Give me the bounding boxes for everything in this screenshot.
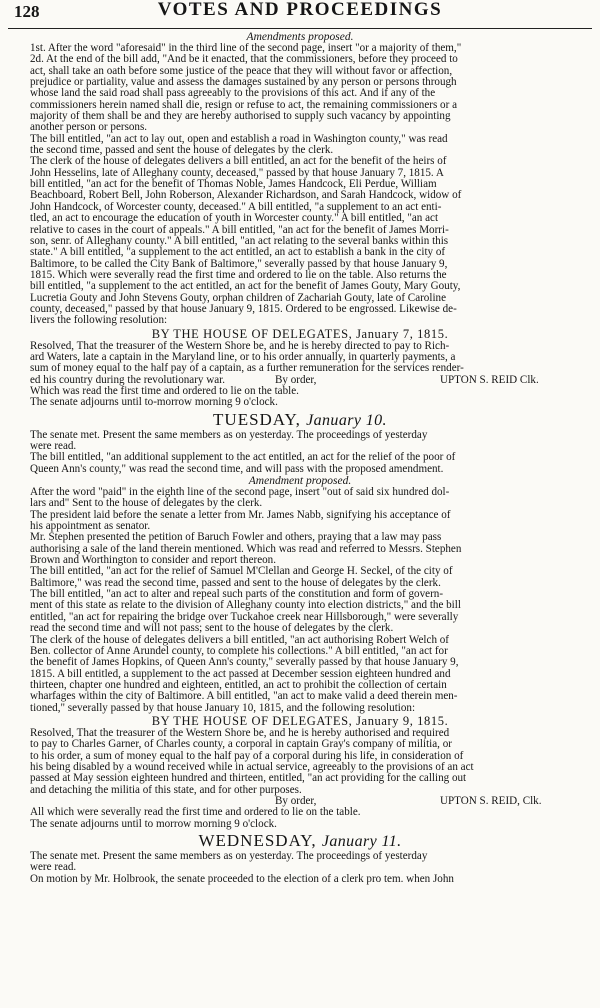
text-line: 1st. After the word "aforesaid" in the third line of the second page, insert "or a majority of them," bbox=[30, 43, 462, 54]
text-line: Baltimore," was read the second time, passed and sent to the house of delegates by the clerk. bbox=[30, 577, 441, 589]
text-block-8 bbox=[30, 851, 600, 885]
text-column bbox=[0, 31, 600, 885]
text-line: the second time, passed and sent the house of delegates by the clerk. bbox=[30, 145, 334, 157]
text-line: entitled, "an act for repairing the bridge over Tuckahoe creek near Hillsborough," were severally bbox=[30, 611, 459, 623]
text-line: act, shall take an oath before some justice of the peace that they will without favor or affection, bbox=[30, 65, 453, 77]
text-line: wharfages within the city of Baltimore. A bill entitled, "an act to make valid a deed therein men- bbox=[30, 691, 458, 703]
text-line: Brown and Worthington to consider and report thereon. bbox=[30, 555, 276, 567]
amendments-heading: Amendments proposed. bbox=[246, 31, 354, 43]
text-line: livers the following resolution: bbox=[30, 315, 168, 327]
text-block-6 bbox=[30, 728, 600, 796]
text-line: prejudice or partiality, value and assess the damages sustained by any person or persons through bbox=[30, 77, 457, 89]
text-line: commissioners herein named shall die, resign or refuse to act, the remaining commissioners or a bbox=[30, 99, 457, 111]
text-line: ed his country during the revolutionary war. bbox=[30, 374, 226, 386]
running-title: VOTES AND PROCEEDINGS bbox=[157, 0, 443, 20]
text-line: On motion by Mr. Holbrook, the senate proceeded to the election of a clerk pro tem. when John bbox=[30, 873, 454, 885]
text-line: 1815. Which were severally read the first time and ordered to lie on the table. Also returns the bbox=[30, 269, 447, 281]
by-order: By order, bbox=[275, 794, 317, 807]
text-line: Baltimore, to be called the City Bank of Baltimore," severally passed by that house January 9, bbox=[30, 258, 448, 270]
text-line: bill entitled, "a supplement to the act entitled, an act for the benefit of James Gouty, Mary Gouty, bbox=[30, 281, 461, 293]
text-line: ard Waters, late a captain in the Maryland line, or to his order annually, in quarterly payments, a bbox=[30, 351, 456, 363]
text-block-3 bbox=[30, 386, 600, 409]
text-line: Which was read the first time and ordered to lie on the table. bbox=[30, 385, 299, 397]
signoff bbox=[30, 796, 600, 807]
text-line: bill entitled, "an act for the benefit of Thomas Noble, James Handcock, Eli Perdue, William bbox=[30, 179, 437, 191]
text-line: Beachboard, Robert Bell, John Roberson, Alexander Richardson, and Sarah Handcock, widow of bbox=[30, 190, 462, 202]
page-header bbox=[8, 2, 592, 29]
text-line: were read. bbox=[30, 441, 77, 452]
text-line: to his order, a sum of money equal to the half pay of a corporal during his life, in consideration of bbox=[30, 750, 464, 762]
text-line: Lucretia Gouty and John Stevens Gouty, orphan children of Zachariah Gouty, late of Caroline bbox=[30, 292, 446, 304]
text-line: Resolved, That the treasurer of the Western Shore be, and he is hereby directed to pay to Rich- bbox=[30, 340, 450, 352]
signoff bbox=[30, 375, 600, 386]
text-line: relative to cases in the court of appeals." A bill entitled, "an act for the benefit of James Morri- bbox=[30, 224, 449, 236]
text-line: The president laid before the senate a letter from Mr. James Nabb, signifying his acceptance of bbox=[30, 509, 451, 521]
text-block-5 bbox=[30, 487, 600, 714]
text-line: son, senr. of Alleghany county." A bill entitled, "an act relating to the several banks within this bbox=[30, 235, 449, 247]
amendment-heading: Amendment proposed. bbox=[248, 475, 352, 488]
text-line: passed at May session eighteen hundred and thirteen, entitled, "an act providing for the calling out bbox=[30, 773, 467, 785]
text-line: All which were severally read the first time and ordered to lie on the table. bbox=[30, 807, 361, 819]
resolution-heading: BY THE HOUSE OF DELEGATES, January 9, 1815. bbox=[151, 713, 449, 728]
day-date: January 10. bbox=[306, 411, 387, 429]
text-line: The senate met. Present the same members as on yesterday. The proceedings of yesterday bbox=[30, 429, 428, 441]
text-line: the benefit of James Hopkins, of Queen Ann's county," severally passed by that house January 9, bbox=[30, 657, 459, 669]
text-line: John Handcock, of Worcester county, deceased." A bill entitled, "a supplement to an act enti- bbox=[30, 201, 442, 213]
text-line: The clerk of the house of delegates delivers a bill entitled, an act for the benefit of the heirs of bbox=[30, 156, 447, 168]
text-line: Ben. collector of Anne Arundel county, to complete his collections." A bill entitled, "an act for bbox=[30, 645, 448, 657]
text-line: 1815. A bill entitled, a supplement to the act passed at December session eighteen hundred and bbox=[30, 668, 451, 680]
text-line: lars and" Sent to the house of delegates by the clerk. bbox=[30, 498, 263, 510]
text-line: his appointment as senator. bbox=[30, 521, 151, 533]
day-weekday: WEDNESDAY, bbox=[198, 831, 317, 851]
text-line: The bill entitled, "an act to alter and repeal such parts of the constitution and form of govern- bbox=[30, 589, 444, 601]
text-line: to pay to Charles Garner, of Charles county, a corporal in captain Gray's company of militia, or bbox=[30, 739, 452, 751]
text-line: and detaching the militia of this state, and for other purposes. bbox=[30, 784, 302, 796]
text-line: The senate adjourns until to morrow morning 9 o'clock. bbox=[30, 818, 277, 830]
day-date: January 11. bbox=[321, 833, 402, 851]
text-line: authorising a sale of the land therein mentioned. Which was read and referred to Messrs. Stephen bbox=[30, 543, 462, 555]
text-line: Queen Ann's county," was read the second time, and will pass with the proposed amendment. bbox=[30, 463, 444, 475]
text-block-1 bbox=[30, 43, 600, 327]
day-heading bbox=[30, 831, 600, 851]
text-block-4 bbox=[30, 430, 600, 475]
text-line: The bill entitled, "an act for the relief of Samuel M'Clellan and George H. Seckel, of the city of bbox=[30, 566, 453, 578]
text-line: sum of money equal to the half pay of a captain, as a further remuneration for the services render- bbox=[30, 363, 464, 375]
text-line: The senate met. Present the same members as on yesterday. The proceedings of yesterday bbox=[30, 851, 428, 863]
text-line: county, deceased," passed by that house January 9, 1815. Ordered to be engrossed. Likewise de- bbox=[30, 303, 457, 315]
text-line: whose land the said road shall pass agreeably to the provisions of this act. And if any of the bbox=[30, 88, 436, 100]
by-order: By order, bbox=[275, 373, 317, 386]
text-line: tled, an act to encourage the education of youth in Worcester county." A bill entitled, "an act bbox=[30, 213, 439, 225]
text-line: tioned," severally passed by that house January 10, 1815, and the following resolution: bbox=[30, 702, 416, 714]
text-line: The bill entitled, "an act to lay out, open and establish a road in Washington county," was read bbox=[30, 133, 448, 145]
day-heading bbox=[30, 410, 600, 430]
clerk-signature: UPTON S. REID Clk. bbox=[440, 373, 539, 386]
text-line: After the word "paid" in the eighth line of the second page, insert "out of said six hundred dol- bbox=[30, 487, 450, 499]
text-line: read the second time and will not pass; sent to the house of delegates by the clerk. bbox=[30, 623, 394, 635]
resolution-heading: BY THE HOUSE OF DELEGATES, January 7, 1815. bbox=[151, 326, 449, 341]
text-line: thirteen, chapter one hundred and eighteen, entitled, an act to prohibit the collection of certain bbox=[30, 679, 447, 691]
text-line: Resolved, That the treasurer of the Western Shore be, and he is hereby authorised and required bbox=[30, 727, 450, 739]
text-line: ment of this state as relate to the division of Alleghany county into election districts," and the bill bbox=[30, 600, 461, 612]
text-line: John Hesselins, late of Alleghany county, deceased," passed by that house January 7, 1815. A bbox=[30, 167, 444, 179]
text-line: another person or persons. bbox=[30, 122, 148, 134]
text-block-7 bbox=[30, 807, 600, 830]
text-line: Mr. Stephen presented the petition of Baruch Fowler and others, praying that a law may pass bbox=[30, 532, 442, 544]
text-line: The clerk of the house of delegates delivers a bill entitled, "an act authorising Robert Welch of bbox=[30, 634, 449, 646]
text-line: 2d. At the end of the bill add, "And be it enacted, that the commissioners, before they proceed to bbox=[30, 54, 458, 66]
day-weekday: TUESDAY, bbox=[213, 409, 301, 429]
text-line: The bill entitled, "an additional supplement to the act entitled, an act for the relief of the poor of bbox=[30, 452, 456, 464]
text-line: state." A bill entitled, "a supplement to the act entitled, an act to establish a bank in the city of bbox=[30, 247, 446, 259]
clerk-signature: UPTON S. REID, Clk. bbox=[440, 794, 542, 807]
text-line: his being disabled by a wound received while in actual service, agreeably to the provisions of an act bbox=[30, 761, 474, 773]
text-line: The senate adjourns until to-morrow morning 9 o'clock. bbox=[30, 397, 278, 409]
text-line: majority of them shall be and they are hereby authorised to supply such vacancy by appointing bbox=[30, 111, 451, 123]
text-line: were read. bbox=[30, 862, 77, 874]
page-number: 128 bbox=[14, 2, 40, 21]
